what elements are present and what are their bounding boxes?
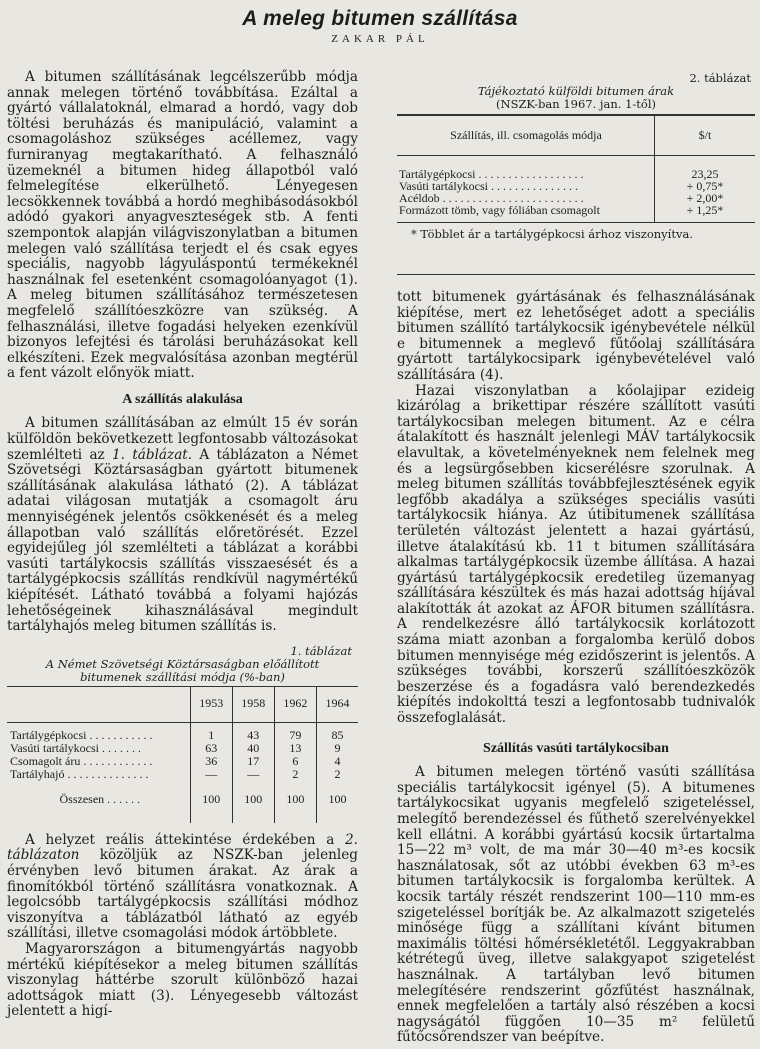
section-heading-transport-trends: A szállítás alakulása — [122, 391, 243, 407]
author-name: ZAKAR PÁL — [331, 33, 429, 45]
cell: + 2,00* — [655, 192, 756, 204]
cell: — — [232, 768, 274, 781]
cell: 17 — [232, 755, 274, 768]
cell: 9 — [316, 742, 358, 755]
table1-year: 1964 — [316, 686, 358, 722]
table2-block — [397, 72, 755, 241]
table1-caption-block — [7, 645, 358, 684]
cell: 23,25 — [655, 168, 756, 180]
cell: 85 — [316, 729, 358, 742]
table1-year: 1953 — [190, 686, 232, 722]
paragraph-prices-part1: A helyzet reális áttekintése érdekében a — [25, 831, 346, 848]
right-column — [397, 290, 755, 1046]
cell: 2 — [274, 768, 316, 781]
table1-year: 1958 — [232, 686, 274, 722]
left-column — [7, 70, 358, 1020]
paragraph-domestic: Hazai viszonylatban a kőolajipar ezideig kizárólag a brikettipar részére szállított vasúti tartálykocsiban melegen bitument. Az e célra átalakított és használt jelenlegi MÁV tartálykocsik elavultak, a követelményeknek nem felelnek meg és a legsürgősebben kicserélésre szorulnak. A meleg bitumen szállítás továbbfejlesztésének egyik legfőbb akadálya a szükséges speciális vasúti tartálykocsik hiánya. Az útibitumenek szállítása területén változást jelentett a hazai gyártású, illetve átalakítású kb. 11 t bitumen szállítására alkalmas tartálygépkocsik üzembe állítása. A hazai gyártású tartálygépkocsik eredetileg üzemanyag szállítására készültek és más hazai adottság híjával alakították át azokat az ÁFOR bitumen szállításra. A rendelkezésre álló tartálykocsik korlátozott száma miatt azonban a forgalomba kerülő dobos bitumen mennyisége még ezidőszerint is jelentős. A szükséges további, korszerű szállítóeszközök beszerzése és a fogadásra való berendezkedés kiépítés indokolttá teszi a legfontosabb tudnivalók összefoglalását. — [397, 382, 755, 727]
table-row — [397, 204, 755, 216]
cell: 1 — [190, 729, 232, 742]
cell: 43 — [232, 729, 274, 742]
table1-caption: A Német Szövetségi Köztársaságban előállított bitumenek szállítási módja (%-ban) — [45, 656, 320, 684]
cell: 40 — [232, 742, 274, 755]
table2 — [397, 114, 755, 223]
section-heading-rail-tank: Szállítás vasúti tartálykocsiban — [483, 740, 669, 756]
table-total-row — [7, 791, 358, 809]
table2-caption-block — [397, 72, 755, 111]
paragraph-trends-part2: A táblázaton a Német Szövetségi Köztársaságban gyártott bitumenek szállításának alakulása látható (2). A táblázat adatai világosan mutatják a csomagolt áru mennyiségének jelentős csökkenését és a meleg állapotban való szállítás előretörését. Ezzel egyidejűleg jól szemlélteti a táblázat a korábbi vasúti tartálykocsis szállítás visszaesését és a tartálygépkocsis szállítás rendkívül nagymértékű kiépítését. Látható továbbá a folyami hajózás lehetőségeinek kihasználásával megindult tartályhajós meleg bitumen szállítás is. — [7, 446, 358, 635]
cell: + 0,75* — [655, 180, 756, 192]
table-row — [7, 755, 358, 768]
cell: 100 — [190, 791, 232, 809]
cell: 100 — [316, 791, 358, 809]
row-label: Tartálygépkocsi . . . . . . . . . . . . . . . . . . — [399, 167, 584, 181]
table-row — [7, 729, 358, 742]
table2-subcaption: (NSZK-ban 1967. jan. 1-től) — [496, 97, 656, 111]
cell: 6 — [274, 755, 316, 768]
row-label: Tartályhajó . . . . . . . . . . . . . . — [10, 766, 149, 781]
table2-reference: 2. táblázaton — [7, 831, 358, 864]
table2-col-unit: $/t — [655, 115, 756, 156]
table-row — [7, 742, 358, 755]
paragraph-continued: tott bitumenek gyártásának és felhasználásának kiépítése, mert ez lehetőséget adott a speciális bitumen szállító tartálykocsik igénybevétele nélkül e bitumennek a meglevő fűtőolaj szállítására gyártott tartálykocsipark igénybevételével való szállítására (4). — [397, 289, 755, 383]
paragraph-trends — [7, 416, 358, 634]
cell: — — [190, 768, 232, 781]
paragraph-hungary: Magyarországon a bitumengyártás nagyobb mértékű kiépítésekor a meleg bitumen szállítás viszonylag háttérbe szorult különböző hazai adottságok miatt (3). Lényegesebb változást jelentett a higí- — [7, 940, 358, 1020]
table1-number: 1. táblázat — [290, 643, 352, 658]
paragraph-prices-part2: közöljük az NSZK-ban jelenleg érvényben levő bitumen árakat. Az árak a finomítókból történő szállításra vonatkoznak. A legolcsóbb tartálygépkocsis szállítási módhoz viszonyítva a táblázatból látható az egyéb szállítási, illetve csomagolási módok ártöbblete. — [7, 847, 358, 942]
intro-paragraph: A bitumen szállításának legcélszerűbb módja annak melegen történő továbbítása. Ezáltal a gyártó vállalatoknál, elmarad a hordó, vagy dob töltési beruházás és manipuláció, valamint a csomagoláshoz szükséges acéllemez, vagy furniranyag megtakarítható. A felhasználó üzemeknél a bitumen hideg állapotból való felmelegítése elkerülhető. Lényegesen lecsökkennek továbbá a hordó meghibásodásokból adódó gyakori anyagveszteségek stb. A fenti szempontok alapján világviszonylatban a bitumen melegen való szállítása terjedt el és csak egyes speciális, nagyobb lágyuláspontú termékeknél használnak fel esetenként csomagolóanyagot (1). A meleg bitumen szállításához természetesen megfelelő szállítóeszközre van szükség. A felhasználási, illetve fogadási helyeken ezenkívül bizonyos lefejtési és tárolási beruházásokat kell elkészíteni. Ezek megvalósítása azonban megtérül a fent vázolt előnyök miatt. — [7, 69, 358, 382]
row-label: Vasúti tartálykocsi . . . . . . . — [10, 740, 141, 755]
cell: 79 — [274, 729, 316, 742]
total-label: Összesen . . . . . . — [59, 792, 141, 807]
table1-corner — [7, 686, 190, 722]
cell: 100 — [274, 791, 316, 809]
table1-year: 1962 — [274, 686, 316, 722]
paragraph-trends-part1: A bitumen szállításában az elmúlt 15 év során külföldön bekövetkezett legfontosabb változásokat szemlélteti az — [7, 415, 358, 463]
cell: 36 — [190, 755, 232, 768]
cell: 4 — [316, 755, 358, 768]
cell: 13 — [274, 742, 316, 755]
table1-reference: 1. táblázat. — [112, 446, 193, 463]
table2-number: 2. táblázat — [689, 71, 751, 85]
divider — [397, 274, 755, 275]
cell: 2 — [316, 768, 358, 781]
row-label: Formázott tömb, vagy fóliában csomagolt — [399, 203, 600, 217]
row-label: Vasúti tartálykocsi . . . . . . . . . . . . . . . — [399, 179, 578, 193]
page-title: A meleg bitumen szállítása — [242, 7, 518, 30]
row-label: Csomagolt áru . . . . . . . . . . . . — [10, 753, 153, 768]
paragraph-rail-tank: A bitumen melegen történő vasúti szállítása speciális tartálykocsit igényel (5). A bitumenes tartálykocsikat ugyanis megfelelő szigeteléssel, melegítő berendezéssel és fűthető szerelvényekkel kell ellátni. A korábbi gyártású kocsik űrtartalma 15—22 m³ volt, de ma már 30—40 m³-es kocsik használatosak, sőt az utóbbi években 63 m³-es bitumen tartálykocsik is forgalomba kerültek. A kocsik tartály részét rendszerint 100—110 mm-es szigeteléssel borítják be. Az alkalmazott szigetelés minősége függ a szállítani kívánt bitumen maximális töltési hőmérsékletétől. Leggyakrabban kétrétegű üveg, illetve salakgyapot szigetelést használnak. A tartályban levő bitumen melegítésére rendszerint gőzfűtést használnak, ennek megfelelően a tartály alsó részében a kocsi nagyságától függően 10—35 m² felületű fűtőcsőrendszer van beépítve. — [397, 764, 755, 1046]
paragraph-prices — [7, 833, 358, 942]
cell: + 1,25* — [655, 204, 756, 216]
table1 — [7, 686, 358, 823]
table2-caption: Tájékoztató külföldi bitumen árak — [477, 84, 675, 98]
table2-footnote: * Többlet ár a tartálygépkocsi árhoz viszonyítva. — [411, 227, 693, 241]
cell: 63 — [190, 742, 232, 755]
table-row — [7, 768, 358, 781]
cell: 100 — [232, 791, 274, 809]
row-label: Acéldob . . . . . . . . . . . . . . . . . . . . . . . . — [399, 191, 584, 205]
row-label: Tartálygépkocsi . . . . . . . . . . . — [10, 727, 153, 742]
table2-col-label: Szállítás, ill. csomagolás módja — [397, 115, 655, 156]
